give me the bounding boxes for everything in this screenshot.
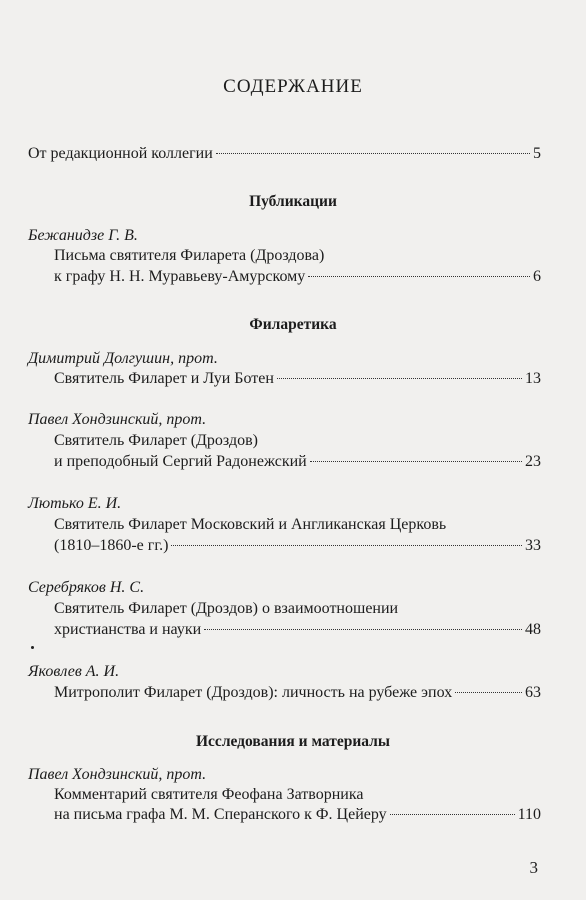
entry-page: 48 <box>525 621 541 638</box>
entry-title-line: Письма святителя Филарета (Дроздова) <box>54 247 325 264</box>
toc-entry <box>54 370 541 388</box>
entry-text: От редакционной коллегии <box>28 145 213 162</box>
toc-entry <box>54 621 541 639</box>
leader-dots <box>216 153 530 154</box>
entry-title-line: и преподобный Сергий Радонежский <box>54 453 307 470</box>
entry-author: Серебряков Н. С. <box>28 579 145 596</box>
leader-dots <box>171 545 522 546</box>
entry-title-line: христианства и науки <box>54 621 202 638</box>
entry-title-line: Святитель Филарет (Дроздов) <box>54 432 258 449</box>
entry-page: 6 <box>533 268 541 285</box>
leader-dots <box>390 814 515 815</box>
toc-entry <box>54 268 541 286</box>
entry-title-line: Комментарий святителя Феофана Затворника <box>54 786 364 803</box>
entry-page: 33 <box>525 537 541 554</box>
toc-entry <box>54 453 541 471</box>
entry-title-line: к графу Н. Н. Муравьеву-Амурскому <box>54 268 306 285</box>
entry-author: Павел Хондзинский, прот. <box>28 766 207 783</box>
leader-dots <box>310 461 522 462</box>
entry-page: 110 <box>517 806 541 823</box>
entry-title-line: на письма графа М. М. Сперанского к Ф. Цейеру <box>54 806 387 823</box>
entry-title-line: Святитель Филарет Московский и Англиканская Церковь <box>54 516 447 533</box>
entry-author: Павел Хондзинский, прот. <box>28 411 207 428</box>
toc-entry <box>54 537 541 555</box>
leader-dots <box>204 629 522 630</box>
page-title: СОДЕРЖАНИЕ <box>223 76 363 97</box>
leader-dots <box>308 276 530 277</box>
entry-page: 13 <box>525 370 541 387</box>
leader-dots <box>277 378 522 379</box>
section-heading-filaretika: Филаретика <box>249 316 337 333</box>
entry-title-line: Святитель Филарет (Дроздов) о взаимоотношении <box>54 600 399 617</box>
ink-mark <box>31 646 34 649</box>
entry-title-line: (1810–1860-е гг.) <box>54 537 169 554</box>
leader-dots <box>455 692 522 693</box>
entry-author: Лютько Е. И. <box>28 495 122 512</box>
entry-author: Яковлев А. И. <box>28 663 120 680</box>
entry-author: Бежанидзе Г. В. <box>28 227 138 244</box>
section-heading-research: Исследования и материалы <box>196 733 390 750</box>
entry-page: 63 <box>525 684 541 701</box>
toc-entry-intro <box>28 145 541 163</box>
section-heading-publications: Публикации <box>249 193 337 210</box>
page-number: 3 <box>529 858 538 877</box>
toc-entry <box>54 684 541 702</box>
entry-page: 5 <box>533 145 541 162</box>
entry-author: Димитрий Долгушин, прот. <box>28 350 218 367</box>
entry-title-line: Митрополит Филарет (Дроздов): личность на рубеже эпох <box>54 684 453 701</box>
entry-title-line: Святитель Филарет и Луи Ботен <box>54 370 274 387</box>
entry-page: 23 <box>525 453 541 470</box>
toc-entry <box>54 806 541 824</box>
